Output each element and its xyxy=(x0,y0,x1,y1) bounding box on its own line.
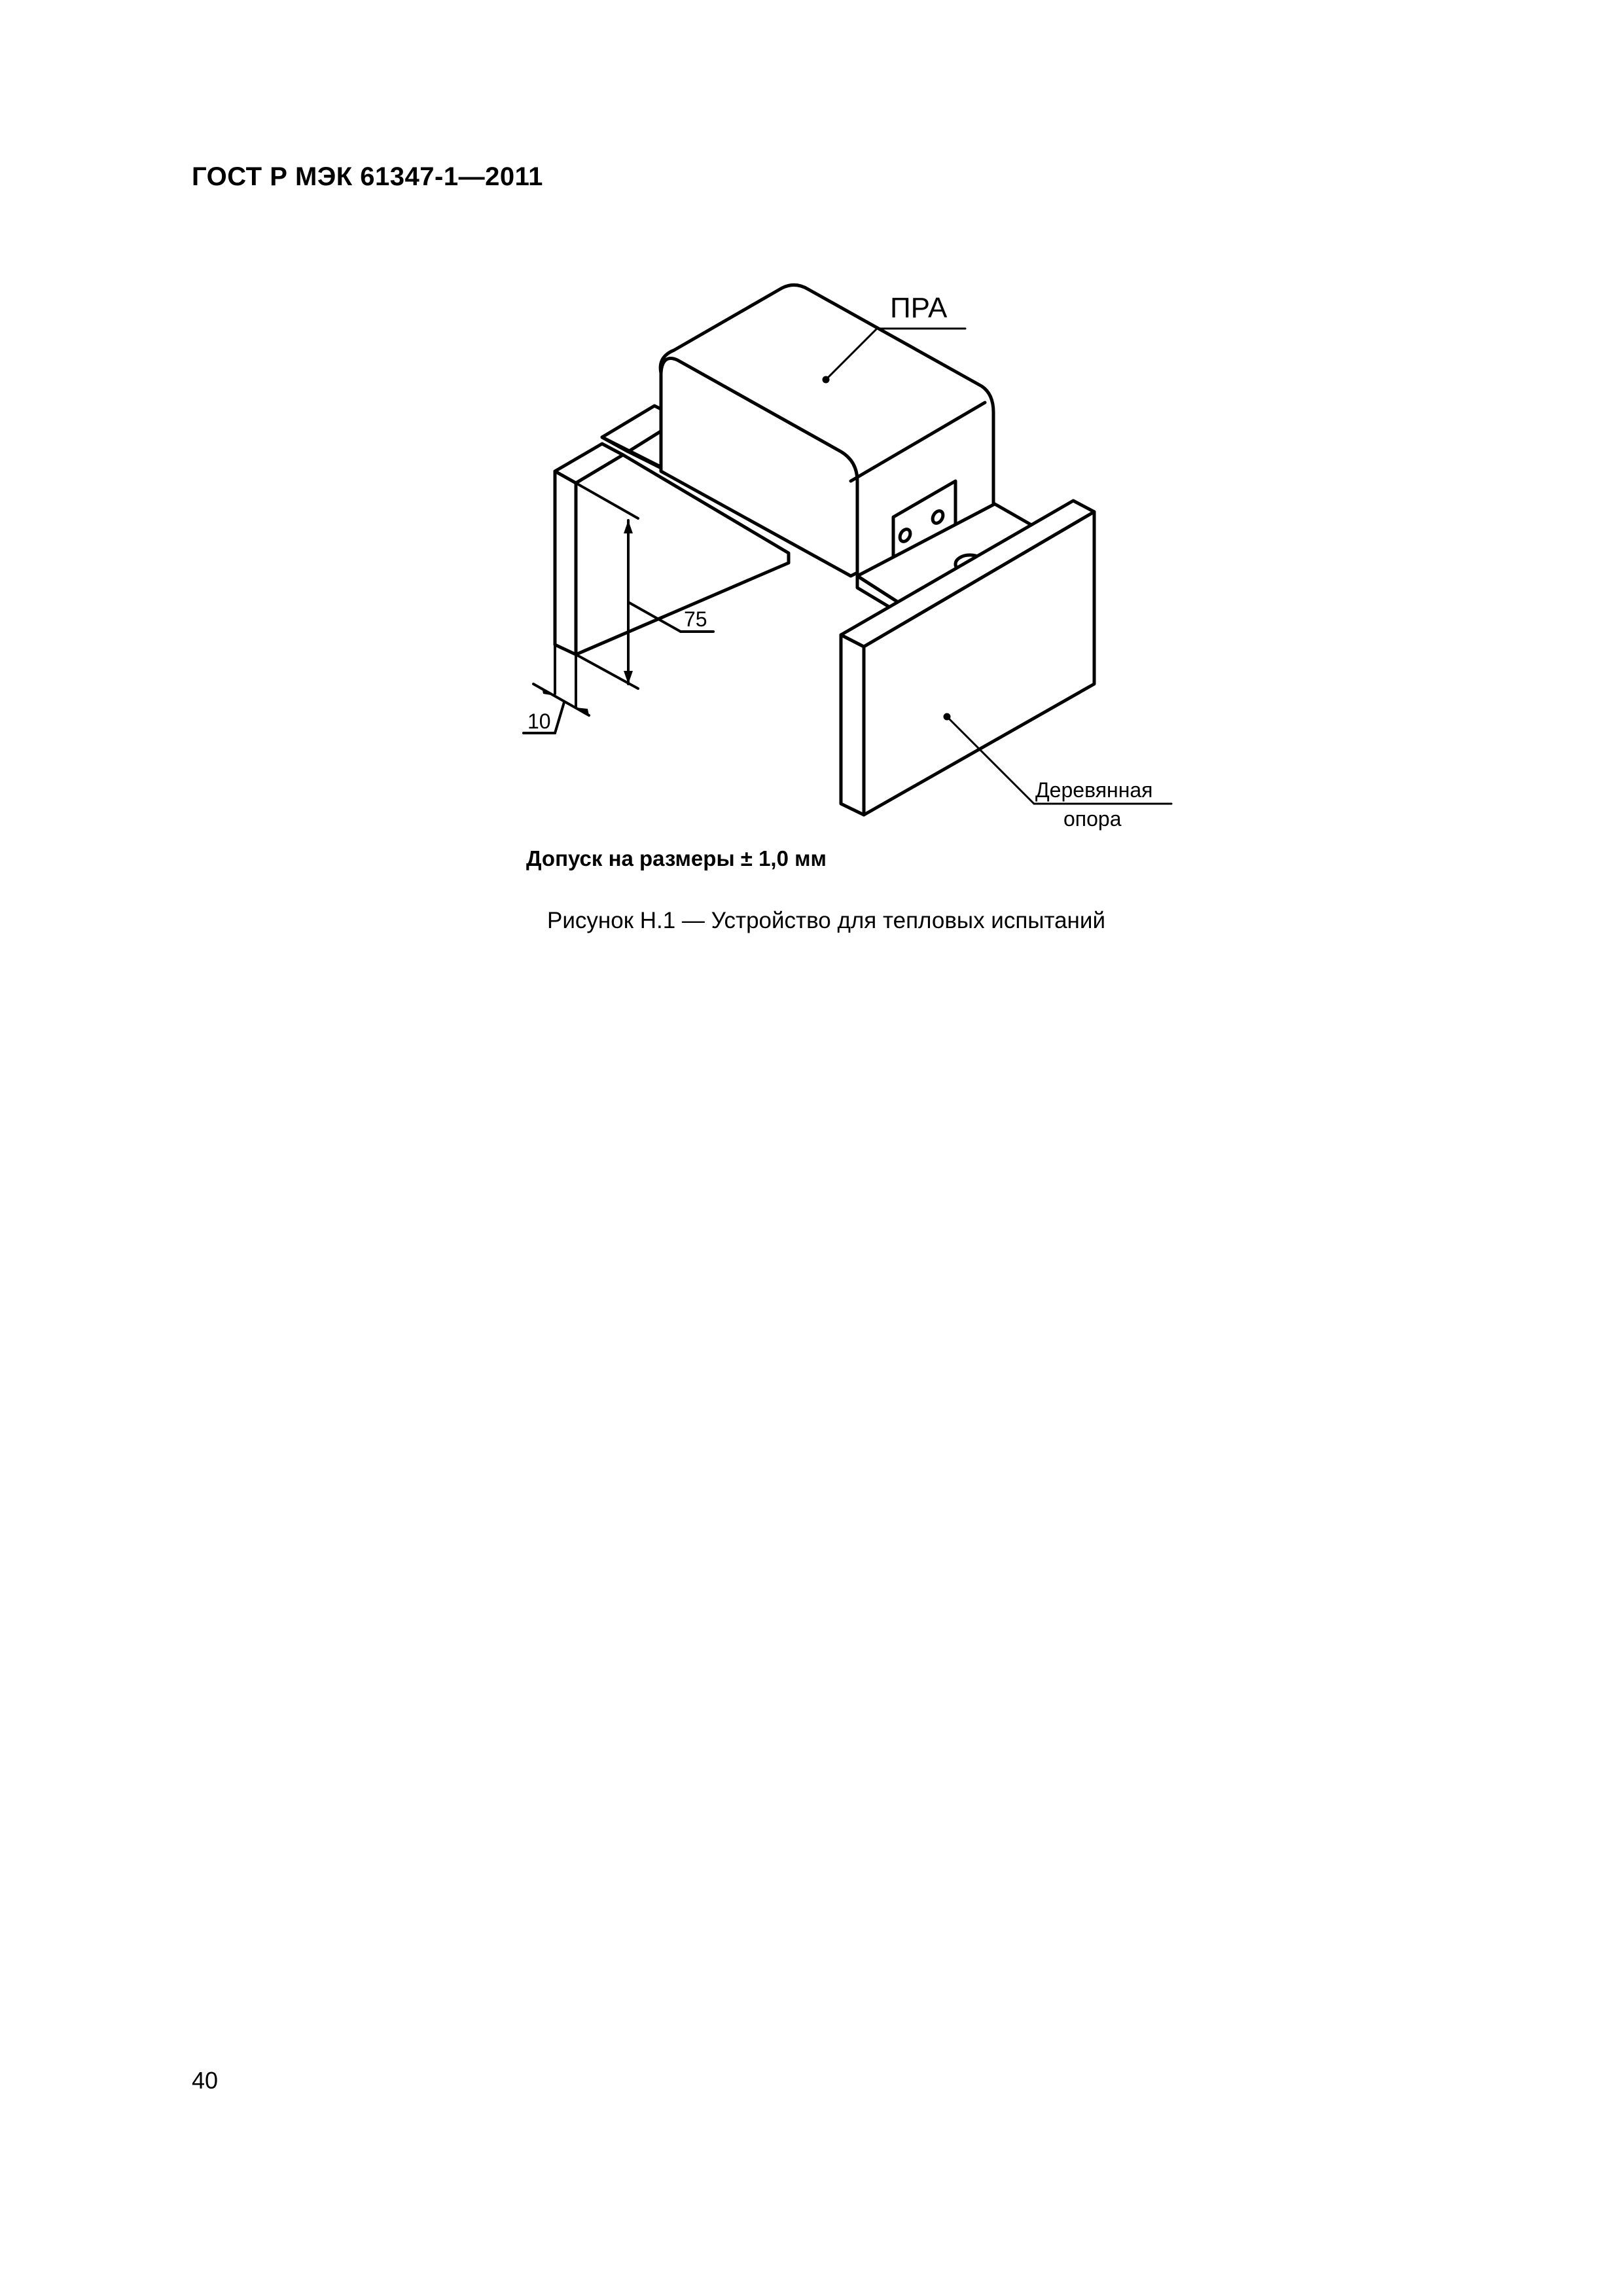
label-dim-thickness: 10 xyxy=(527,709,551,733)
tolerance-note: Допуск на размеры ± 1,0 мм xyxy=(526,846,827,870)
isometric-drawing xyxy=(510,275,1204,864)
page-number: 40 xyxy=(192,2067,219,2094)
figure-thermal-test-device xyxy=(510,275,1204,864)
document-header: ГОСТ Р МЭК 61347-1—2011 xyxy=(192,162,543,191)
label-ballast: ПРА xyxy=(890,292,948,324)
figure-caption: Рисунок Н.1 — Устройство для тепловых испытаний xyxy=(547,908,1105,933)
label-wood-support-line1: Деревянная xyxy=(1035,778,1153,802)
label-dim-height: 75 xyxy=(684,607,707,631)
label-wood-support-line2: опора xyxy=(1063,807,1122,831)
